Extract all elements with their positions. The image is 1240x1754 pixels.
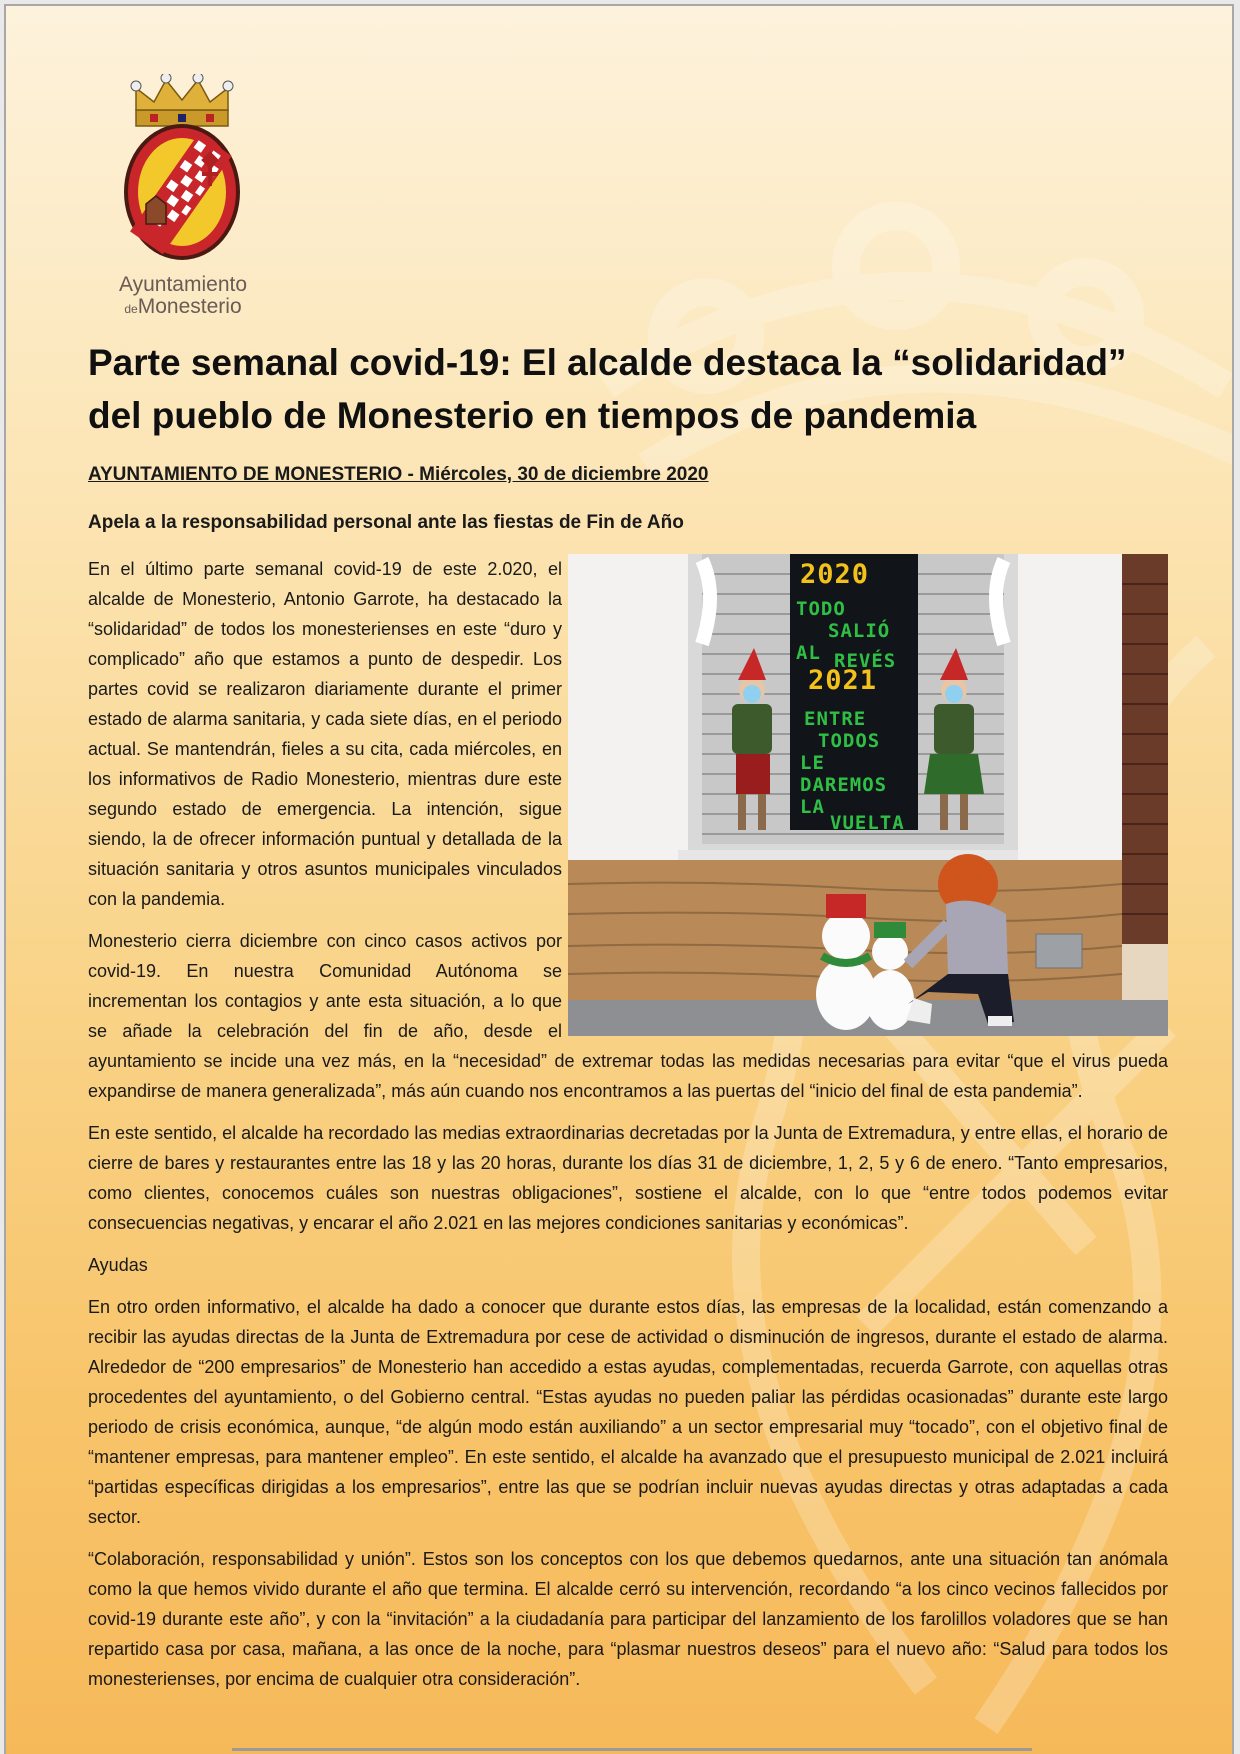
article-body — [88, 554, 1168, 1694]
article-subtitle: Apela a la responsabilidad personal ante las fiestas de Fin de Año — [88, 512, 684, 533]
logo-line-2-prefix: de — [124, 302, 138, 316]
paragraph-3: En este sentido, el alcalde ha recordado las medias extraordinarias decretadas por la Junta de Extremadura, y entre ellas, el horario de cierre de bares y restaurantes entre las 18 y las 20 horas, durante los días 31 de diciembre, 1, 2, 5 y 6 de enero. “Tanto empresarios, como clientes, conocemos cuáles son nuestras obligaciones”, sostiene el alcalde, con lo que “entre todos podemos evitar consecuencias negativas, y encarar el año 2.021 en las mejores condiciones sanitarias y económicas”. — [88, 1123, 1168, 1233]
sign-line-7: LE — [800, 752, 825, 774]
sign-line-10: VUELTA — [830, 812, 905, 834]
section-heading-ayudas: Ayudas — [88, 1255, 148, 1275]
logo-line-2 — [98, 296, 268, 320]
logo-line-2-name: Monesterio — [137, 295, 242, 318]
sign-line-4: REVÉS — [834, 650, 897, 672]
article-dateline: AYUNTAMIENTO DE MONESTERIO - Miércoles, 30 de diciembre 2020 — [88, 464, 709, 485]
paragraph-2: Monesterio cierra diciembre con cinco casos activos por covid-19. En nuestra Comunidad Autónoma se incrementan los contagios y ante esta situación, a lo que se añade la celebración del fin de año, desde el ayuntamiento se incide una vez más, en la “necesidad” de extremar todas las medidas necesarias para evitar “que el virus pueda expandirse de manera generalizada”, más aún cuando nos encontramos a las puertas del “inicio del final de esta pandemia”. — [88, 931, 1168, 1101]
article-title: Parte semanal covid-19: El alcalde destaca la “solidaridad” del pueblo de Monesterio en tiempos de pandemia — [88, 342, 1127, 436]
sign-line-1: TODO — [796, 598, 846, 620]
logo-line-1: Ayuntamiento — [118, 273, 248, 296]
document-page — [4, 4, 1234, 1754]
sign-line-2: SALIÓ — [828, 620, 891, 642]
sign-line-8: DAREMOS — [800, 774, 888, 796]
article — [88, 336, 1168, 1706]
paragraph-5: “Colaboración, responsabilidad y unión”. Estos son los conceptos con los que debemos quedarnos, ante una situación tan anómala como la que hemos vivido durante el año que termina. El alcalde cerró su intervención, recordando “a los cinco vecinos fallecidos por covid-19 durante este año”, y con la “invitación” a la ciudadanía para participar del lanzamiento de los farolillos voladores que se han repartido casa por casa, mañana, a las once de la noche, para “plasmar nuestros deseos” para el nuevo año: “Salud para todos los monesterienses, por encima de cualquier otra consideración”. — [88, 1549, 1168, 1689]
sign-line-6: TODOS — [818, 730, 881, 752]
paragraph-4: En otro orden informativo, el alcalde ha dado a conocer que durante estos días, las empresas de la localidad, están comenzando a recibir las ayudas directas de la Junta de Extremadura por cese de actividad o disminución de ingresos, durante el estado de alarma. Alrededor de “200 empresarios” de Monesterio han accedido a estas ayudas, complementadas, recuerda Garrote, con aquellas otras procedentes del ayuntamiento, o del Gobierno central. “Estas ayudas no pueden paliar las pérdidas ocasionadas” durante este largo periodo de crisis económica, aunque, “de algún modo están auxiliando” a un sector empresarial muy “tocado”, con el objetivo final de “mantener empresas, para mantener empleo”. En este sentido, el alcalde ha avanzado que el presupuesto municipal de 2.021 incluirá “partidas específicas dirigidas a los empresarios”, entre las que se podrían incluir nuevas ayudas directas y otras adaptadas a cada sector. — [88, 1297, 1168, 1527]
sign-line-9: LA — [800, 796, 825, 818]
sign-line-5: ENTRE — [804, 708, 867, 730]
sign-year-bottom: 2021 — [808, 665, 878, 696]
paragraph-1: En el último parte semanal covid-19 de este 2.020, el alcalde de Monesterio, Antonio Garrote, ha destacado la “solidaridad” de todos los monesterienses en este “duro y complicado” año que estamos a punto de despedir. Los partes covid se realizaron diariamente durante el primer estado de alarma sanitaria, y cada siete días, en el periodo actual. Se mantendrán, fieles a su cita, cada miércoles, en los informativos de Radio Monesterio, mientras dure este segundo estado de emergencia. La intención, sigue siendo, la de ofrecer información puntual y detallada de la situación sanitaria y otros asuntos municipales vinculados con la pandemia. — [88, 559, 562, 909]
sign-year-top: 2020 — [800, 559, 870, 590]
article-photo — [568, 554, 1168, 1036]
logo-caption — [98, 274, 268, 320]
footer-divider — [232, 1748, 1032, 1751]
sign-line-3: AL — [796, 642, 821, 664]
